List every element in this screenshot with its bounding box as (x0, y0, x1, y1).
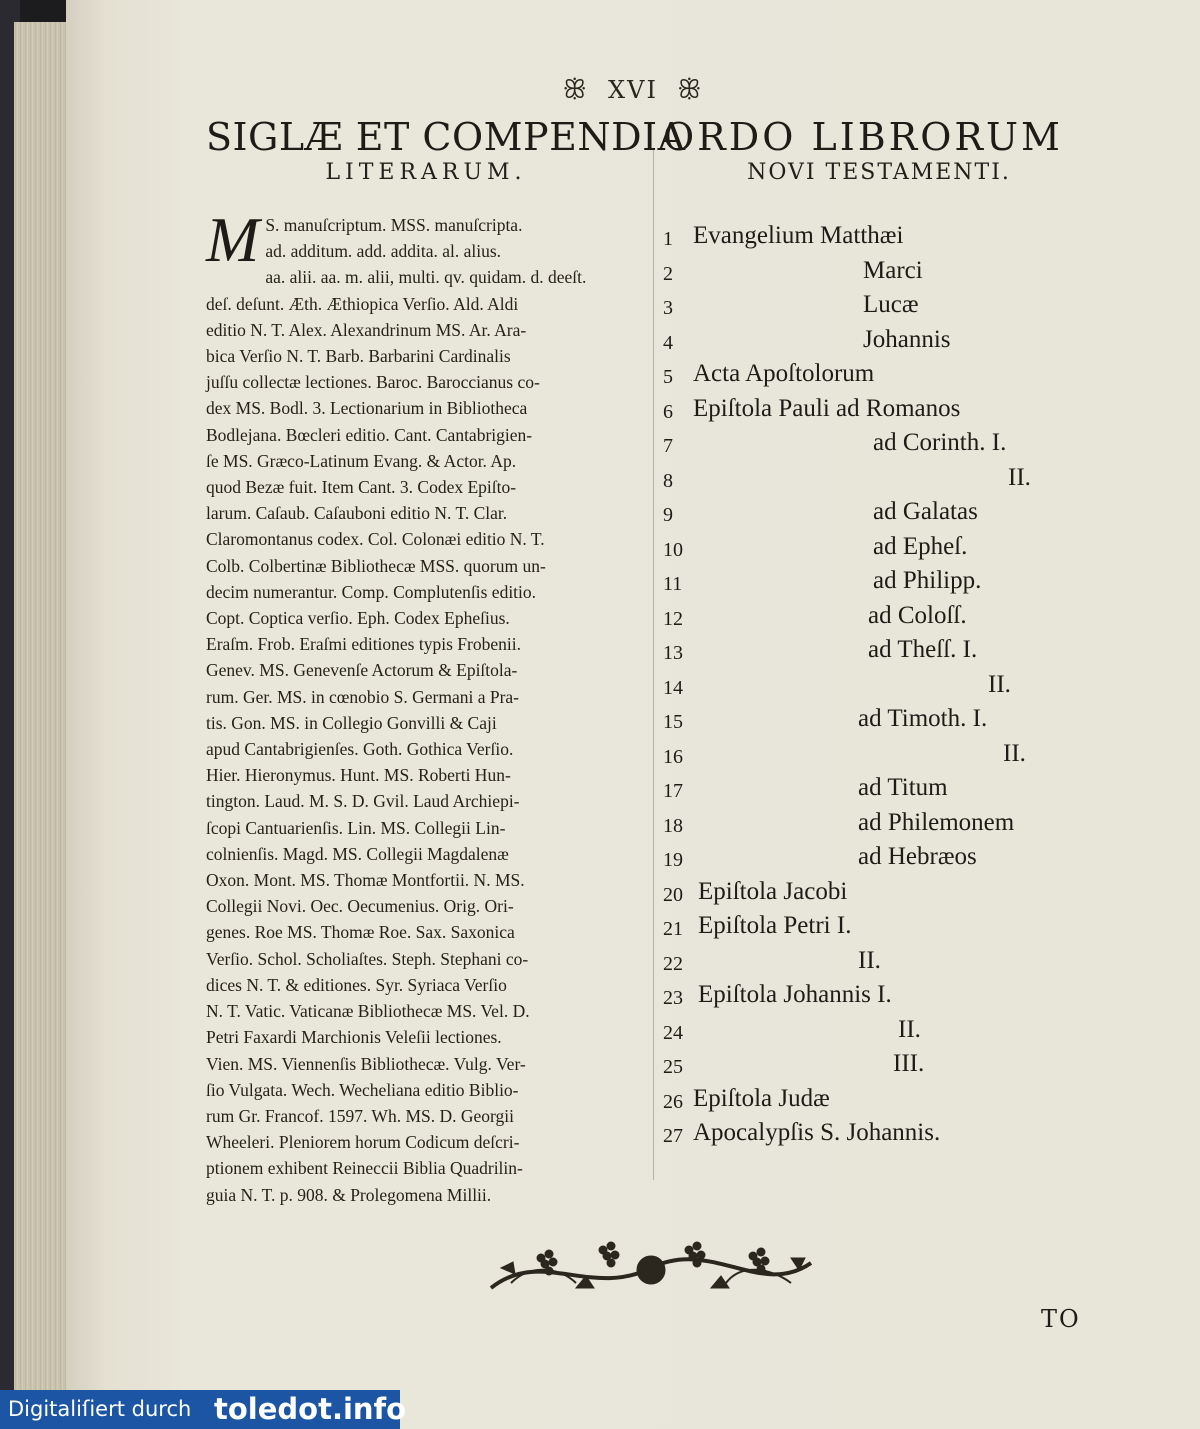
text-line: ſio Vulgata. Wech. Wecheliana editio Biblio- (206, 1079, 519, 1100)
book-title: II. (1003, 739, 1026, 767)
book-title: II. (858, 946, 881, 974)
book-number: 18 (663, 814, 683, 837)
book-title: Epiſtola Judæ (693, 1084, 830, 1112)
book-number: 25 (663, 1056, 683, 1078)
text-line: ptionem exhibent Reineccii Biblia Quadrilin- (206, 1158, 523, 1179)
text-line: ſe MS. Græco-Latinum Evang. & Actor. Ap. (206, 450, 517, 471)
fleuron-left-icon: ꕥ (562, 75, 589, 105)
book-title: Lucæ (863, 291, 919, 318)
text-line: aa. alii. aa. m. alii, multi. qv. quidam. d. deeſt. (265, 267, 587, 288)
text-line: dex MS. Bodl. 3. Lectionarium in Bibliotheca (206, 398, 528, 419)
text-line: juſſu collectæ lectiones. Baroc. Baroccianus co- (206, 372, 540, 393)
book-number: 11 (663, 573, 683, 595)
left-column-title: SIGLÆ ET COMPENDIA (206, 115, 686, 159)
text-line: quod Bezæ fuit. Item Cant. 3. Codex Epiſto- (206, 477, 517, 498)
book-number: 10 (663, 538, 683, 561)
text-line: larum. Caſaub. Caſauboni editio N. T. Clar. (206, 503, 508, 524)
book-title: ad Titum (858, 774, 948, 801)
abbreviations-text (206, 204, 646, 1208)
text-line: guia N. T. p. 908. & Prolegomena Millii. (206, 1184, 492, 1205)
book-number: 26 (663, 1090, 683, 1113)
book-title: Epiſtola Jacobi (698, 877, 848, 905)
text-line: colnienſis. Magd. MS. Collegii Magdalenæ (206, 843, 509, 864)
book-number: 3 (663, 297, 673, 319)
text-line: Wheeleri. Pleniorem horum Codicum deſcri- (206, 1132, 520, 1153)
text-line: ad. additum. add. addita. al. alius. (265, 241, 502, 262)
book-title: ad Epheſ. (873, 532, 968, 560)
book-number: 27 (663, 1125, 683, 1147)
book-number: 9 (663, 504, 673, 526)
book-title: III. (893, 1050, 925, 1077)
book-title: ad Philipp. (873, 567, 982, 594)
book-number: 1 (663, 228, 673, 250)
book-title: ad Corinth. I. (873, 429, 1007, 456)
text-line: Petri Faxardi Marchionis Veleſii lectiones. (206, 1027, 502, 1048)
page-number: XVI (608, 76, 658, 104)
text-line: Claromontanus codex. Col. Colonæi editio N. T. (206, 529, 545, 550)
book-number: 22 (663, 952, 683, 975)
text-line: ſcopi Cantuarienſis. Lin. MS. Collegii Lin- (206, 817, 506, 838)
banner-brand-link[interactable]: toledot.info (214, 1392, 407, 1426)
drop-cap: M (206, 204, 260, 275)
book-number: 2 (663, 262, 673, 285)
text-line: S. manuſcriptum. MSS. manuſcripta. (265, 215, 523, 235)
book-number: 4 (663, 331, 673, 354)
text-line: genes. Roe MS. Thomæ Roe. Sax. Saxonica (206, 922, 515, 943)
book-title: ad Galatas (873, 498, 978, 525)
text-line: rum Gr. Francof. 1597. Wh. MS. D. Georgii (206, 1105, 515, 1126)
book-number: 7 (663, 435, 673, 457)
book-title: II. (898, 1015, 921, 1043)
book-number: 15 (663, 711, 683, 733)
book-number: 16 (663, 745, 683, 768)
left-column-subtitle: LITERARUM. (325, 160, 527, 185)
book-number: 17 (663, 780, 683, 802)
fleuron-right-icon: ꕥ (677, 75, 704, 105)
text-line: Collegii Novi. Oec. Oecumenius. Orig. Ori- (206, 896, 514, 917)
book-number: 23 (663, 987, 683, 1009)
book-number: 6 (663, 400, 673, 423)
text-line: bica Verſio N. T. Barb. Barbarini Cardinalis (206, 346, 511, 367)
text-line: Verſio. Schol. Scholiaſtes. Steph. Stephani co- (206, 948, 529, 969)
book-title: Apocalypſis S. Johannis. (693, 1119, 941, 1146)
book-number: 13 (663, 642, 683, 664)
right-column-subtitle: NOVI TESTAMENTI. (747, 160, 1011, 185)
book-number: 8 (663, 469, 673, 492)
text-line: tis. Gon. MS. in Collegio Gonvilli & Caji (206, 712, 497, 733)
book-number: 24 (663, 1021, 683, 1044)
banner-prefix: Digitaliſiert durch (8, 1397, 192, 1421)
book-number: 5 (663, 366, 673, 388)
book-title: Marci (863, 256, 923, 284)
book-page (66, 0, 1200, 1429)
text-line: deſ. deſunt. Æth. Æthiopica Verſio. Ald. Aldi (206, 293, 519, 314)
right-column-title: ORDO LIBRORUM (663, 115, 1063, 159)
text-line: apud Cantabrigienſes. Goth. Gothica Verſio. (206, 739, 514, 760)
text-line: Vien. MS. Viennenſis Bibliothecæ. Vulg. Ver- (206, 1053, 526, 1074)
text-line: Colb. Colbertinæ Bibliothecæ MSS. quorum un- (206, 555, 546, 576)
text-line: dices N. T. & editiones. Syr. Syriaca Verſio (206, 974, 507, 995)
column-rule (653, 150, 654, 1180)
text-line: N. T. Vatic. Vaticanæ Bibliothecæ MS. Vel. D. (206, 1001, 530, 1022)
text-line: Hier. Hieronymus. Hunt. MS. Roberti Hun- (206, 765, 511, 786)
text-line: decim numerantur. Comp. Complutenſis editio. (206, 581, 537, 602)
book-title: ad Coloſſ. (868, 601, 967, 629)
book-title: ad Philemonem (858, 808, 1015, 836)
book-number: 20 (663, 883, 683, 906)
catchword: TO (1041, 1305, 1081, 1333)
text-line: editio N. T. Alex. Alexandrinum MS. Ar. Ara- (206, 319, 527, 340)
text-line: rum. Ger. MS. in cœnobio S. Germani a Pra- (206, 686, 520, 707)
book-title: Evangelium Matthæi (693, 222, 904, 249)
text-line: Bodlejana. Bœcleri editio. Cant. Cantabrigien- (206, 424, 533, 445)
book-title: Epiſtola Johannis I. (698, 981, 892, 1008)
book-title: Acta Apoſtolorum (693, 360, 875, 387)
book-title: Epiſtola Pauli ad Romanos (693, 394, 961, 422)
book-number: 12 (663, 607, 683, 630)
book-title: II. (988, 670, 1011, 698)
text-line: Eraſm. Frob. Eraſmi editiones typis Frobenii. (206, 634, 521, 655)
text-line: Genev. MS. Genevenſe Actorum & Epiſtola- (206, 660, 518, 681)
digitization-banner[interactable] (0, 1390, 407, 1429)
book-title: ad Theſſ. I. (868, 636, 978, 663)
text-line: tington. Laud. M. S. D. Gvil. Laud Archiepi- (206, 791, 520, 812)
book-number: 14 (663, 676, 683, 699)
text-line: Oxon. Mont. MS. Thomæ Montfortii. N. MS. (206, 870, 525, 891)
vine-ornament-icon (481, 1228, 821, 1308)
book-number: 21 (663, 918, 683, 940)
running-head (66, 75, 1200, 106)
book-title: ad Hebræos (858, 843, 977, 870)
text-line: Copt. Coptica verſio. Eph. Codex Epheſius. (206, 608, 510, 629)
book-title: II. (1008, 463, 1031, 491)
book-number: 19 (663, 849, 683, 871)
book-title: Epiſtola Petri I. (698, 912, 852, 939)
book-title: Johannis (863, 325, 951, 353)
book-title: ad Timoth. I. (858, 705, 988, 732)
